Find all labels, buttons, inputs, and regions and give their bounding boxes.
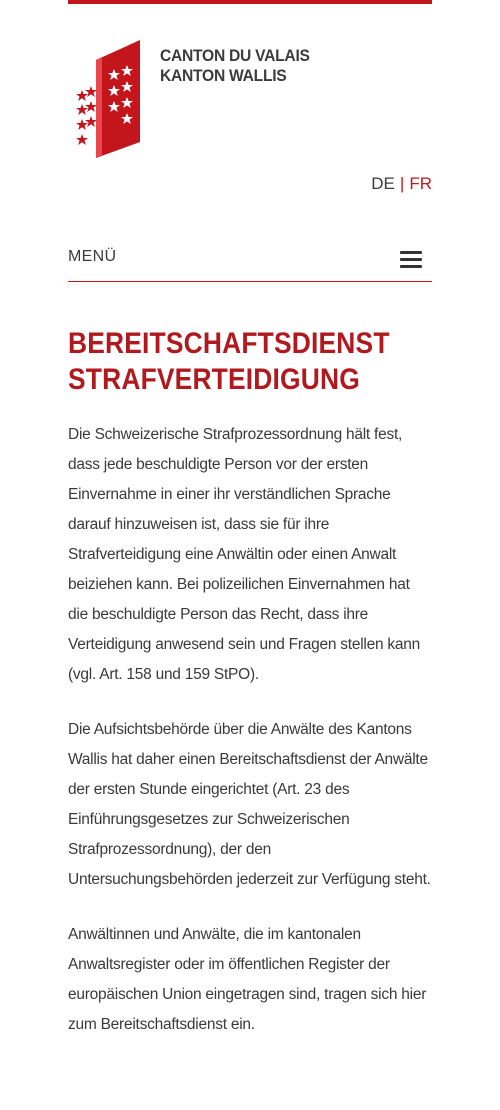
canton-logo-link[interactable] bbox=[74, 40, 314, 162]
page-title bbox=[68, 326, 432, 398]
logo-line-1: CANTON DU VALAIS bbox=[160, 46, 310, 65]
page-content bbox=[68, 420, 432, 1065]
paragraph-3: Anwältinnen und Anwälte, die im kantonalen Anwaltsregister oder im öffentlichen Register der europäischen Union eingetragen sind, tragen sich hier zum Bereitschaftsdienst ein. bbox=[68, 926, 427, 1033]
valais-coat-of-arms-icon bbox=[74, 40, 154, 162]
language-switcher bbox=[371, 174, 432, 194]
canton-logo-text bbox=[160, 46, 323, 86]
page-title-line-1: BEREITSCHAFTSDIENST bbox=[68, 327, 390, 360]
hamburger-icon[interactable] bbox=[400, 251, 422, 269]
menu-toggle-bar[interactable] bbox=[68, 244, 432, 282]
paragraph-2: Die Aufsichtsbehörde über die Anwälte des Kantons Wallis hat daher einen Bereitschaftsdienst der Anwälte der ersten Stunde eingerichtet (Art. 23 des Einführungsgesetzes zur Schweizerischen Strafprozessordnung), der den Untersuchungsbehörden jederzeit zur Verfügung steht. bbox=[68, 721, 431, 888]
top-accent-bar bbox=[68, 0, 432, 4]
language-separator: | bbox=[399, 174, 405, 193]
paragraph-1: Die Schweizerische Strafprozessordnung hält fest, dass jede beschuldigte Person vor der ersten Einvernahme in einer ihr verständlichen Sprache darauf hinzuweisen ist, dass sie für ihre Strafverteidigung eine Anwältin oder einen Anwalt beiziehen kann. Bei polizeilichen Einvernahmen hat die beschuldigte Person das Recht, dass ihre Verteidigung anwesend sein und Fragen stellen kann (vgl. Art. 158 und 159 StPO). bbox=[68, 426, 421, 683]
language-de-link[interactable]: DE bbox=[371, 174, 395, 193]
language-fr-link[interactable]: FR bbox=[409, 174, 432, 193]
logo-line-2: KANTON WALLIS bbox=[160, 66, 287, 85]
menu-label: MENÜ bbox=[68, 248, 117, 265]
page-title-line-2: STRAFVERTEIDIGUNG bbox=[68, 363, 360, 396]
